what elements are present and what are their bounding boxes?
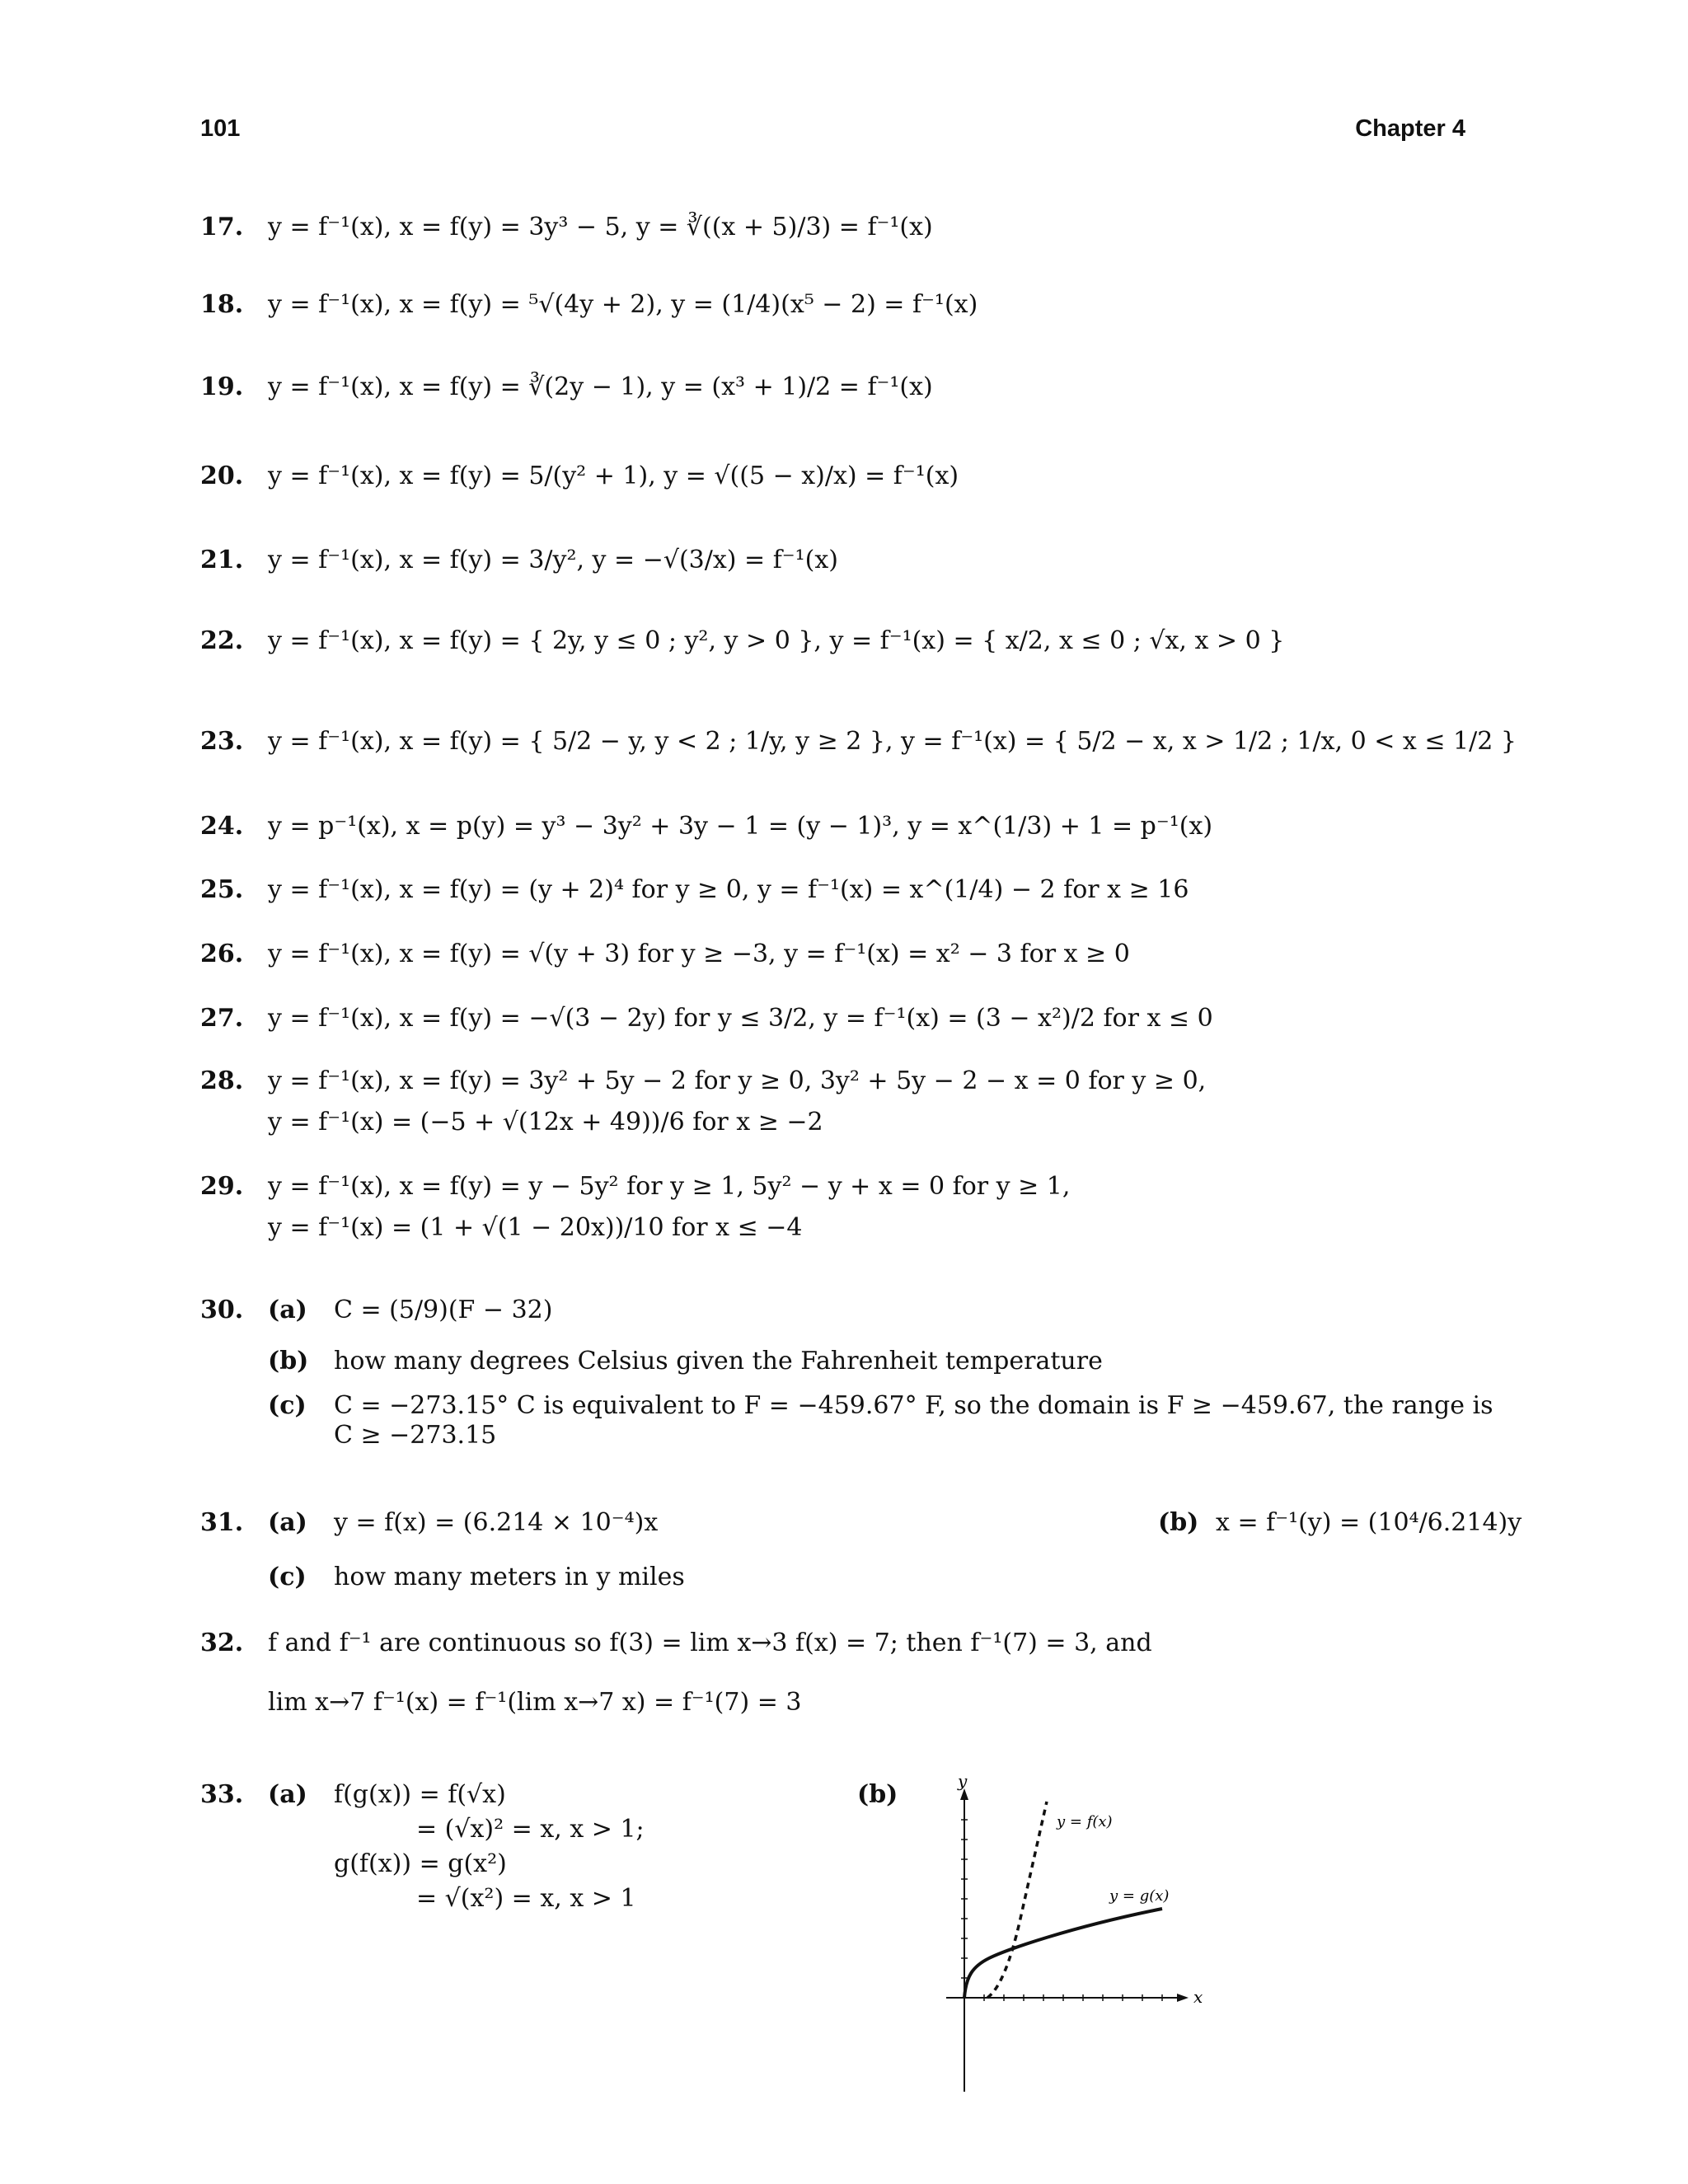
part-label: (b) [268,1347,309,1376]
exercise-number: 30. [200,1296,244,1324]
exercise-text: y = f⁻¹(x), x = f(y) = (y + 2)⁴ for y ≥ 0, y = f⁻¹(x) = x^(1/4) − 2 for x ≥ 16 [268,875,1189,904]
exercise-number: 23. [200,727,244,756]
part-label: (b) [1158,1508,1199,1537]
exercise-32-continued [268,1688,1465,1718]
exercise-text: y = f⁻¹(x), x = f(y) = −√(3 − 2y) for y ≤ 3/2, y = f⁻¹(x) = (3 − x²)/2 for x ≤ 0 [268,1004,1213,1033]
exercise-text-continued: y = f⁻¹(x) = (−5 + √(12x + 49))/6 for x ≥ −2 [268,1108,823,1137]
exercise-number: 33. [200,1780,244,1809]
exercise-text: y = f⁻¹(x), x = f(y) = ⁵√(4y + 2), y = (1/4)(x⁵ − 2) = f⁻¹(x) [268,290,978,319]
g-curve [964,1909,1162,1998]
exercise-number: 24. [200,812,244,841]
part-text: g(f(x)) = g(x²) [334,1849,507,1878]
part-text: = √(x²) = x, x > 1 [416,1884,636,1913]
part-text-continued: C ≥ −273.15 [334,1421,497,1450]
part-label: (b) [857,1780,898,1809]
exercise-number: 18. [200,290,244,319]
exercise-number: 22. [200,626,244,655]
part-text: how many meters in y miles [334,1563,685,1591]
exercise-text-continued: y = f⁻¹(x) = (1 + √(1 − 20x))/10 for x ≤ −4 [268,1213,803,1242]
y-axis-label: y [958,1779,968,1791]
part-label: (c) [268,1391,307,1420]
g-curve-label: y = g(x) [1109,1887,1170,1905]
exercise-text: y = f⁻¹(x), x = f(y) = { 5/2 − y, y < 2 ; 1/y, y ≥ 2 }, y = f⁻¹(x) = { 5/2 − x, x > 1/2 ; 1/x, 0 < x ≤ 1/2 } [268,727,1517,756]
exercise-number: 25. [200,875,244,904]
exercise-text: y = f⁻¹(x), x = f(y) = √(y + 3) for y ≥ −3, y = f⁻¹(x) = x² − 3 for x ≥ 0 [268,940,1130,968]
exercise-number: 20. [200,462,244,490]
exercise-text: y = f⁻¹(x), x = f(y) = { 2y, y ≤ 0 ; y², y > 0 }, y = f⁻¹(x) = { x/2, x ≤ 0 ; √x, x > 0 } [268,626,1285,655]
part-label: (c) [268,1563,307,1591]
page-number: 101 [200,115,241,142]
f-curve [987,1802,1047,1998]
exercise-text: y = f⁻¹(x), x = f(y) = ∛(2y − 1), y = (x³ + 1)/2 = f⁻¹(x) [268,373,933,401]
exercise-number: 31. [200,1508,244,1537]
exercise-number: 17. [200,213,244,241]
exercise-number: 29. [200,1172,244,1201]
exercise-text: y = f⁻¹(x), x = f(y) = 3y³ − 5, y = ∛((x + 5)/3) = f⁻¹(x) [268,213,933,241]
part-text: x = f⁻¹(y) = (10⁴/6.214)y [1216,1508,1522,1537]
part-text: C = −273.15° C is equivalent to F = −459.67° F, so the domain is F ≥ −459.67, the range is [334,1391,1493,1420]
exercise-text: y = f⁻¹(x), x = f(y) = 3y² + 5y − 2 for y ≥ 0, 3y² + 5y − 2 − x = 0 for y ≥ 0, [268,1066,1207,1095]
chapter-title: Chapter 4 [1355,115,1465,142]
x-axis-label: x [1193,1987,1203,2007]
exercise-text: y = f⁻¹(x), x = f(y) = 5/(y² + 1), y = √((5 − x)/x) = f⁻¹(x) [268,462,959,490]
exercise-number: 26. [200,940,244,968]
part-label: (a) [268,1780,307,1809]
part-text: = (√x)² = x, x > 1; [416,1815,645,1844]
part-label: (a) [268,1508,307,1537]
f-curve-label: y = f(x) [1057,1813,1113,1830]
exercise-text: f and f⁻¹ are continuous so f(3) = lim x→3 f(x) = 7; then f⁻¹(7) = 3, and [268,1629,1152,1657]
part-text: how many degrees Celsius given the Fahrenheit temperature [334,1347,1103,1376]
part-text: f(g(x)) = f(√x) [334,1780,506,1809]
exercise-number: 28. [200,1066,244,1095]
part-label: (a) [268,1296,307,1324]
x-axis-arrow [1177,1994,1189,2002]
part-text: C = (5/9)(F − 32) [334,1296,553,1324]
exercise-text-continued: lim x→7 f⁻¹(x) = f⁻¹(lim x→7 x) = f⁻¹(7) = 3 [268,1688,802,1717]
part-text: y = f(x) = (6.214 × 10⁻⁴)x [334,1508,659,1537]
exercise-number: 21. [200,546,244,574]
exercise-number: 32. [200,1629,244,1657]
exercise-number: 19. [200,373,244,401]
exercise-text: y = p⁻¹(x), x = p(y) = y³ − 3y² + 3y − 1 = (y − 1)³, y = x^(1/3) + 1 = p⁻¹(x) [268,812,1213,841]
exercise-text: y = f⁻¹(x), x = f(y) = y − 5y² for y ≥ 1, 5y² − y + x = 0 for y ≥ 1, [268,1172,1071,1201]
function-graph [915,1779,1245,2125]
exercise-text: y = f⁻¹(x), x = f(y) = 3/y², y = −√(3/x) = f⁻¹(x) [268,546,838,574]
exercise-number: 27. [200,1004,244,1033]
